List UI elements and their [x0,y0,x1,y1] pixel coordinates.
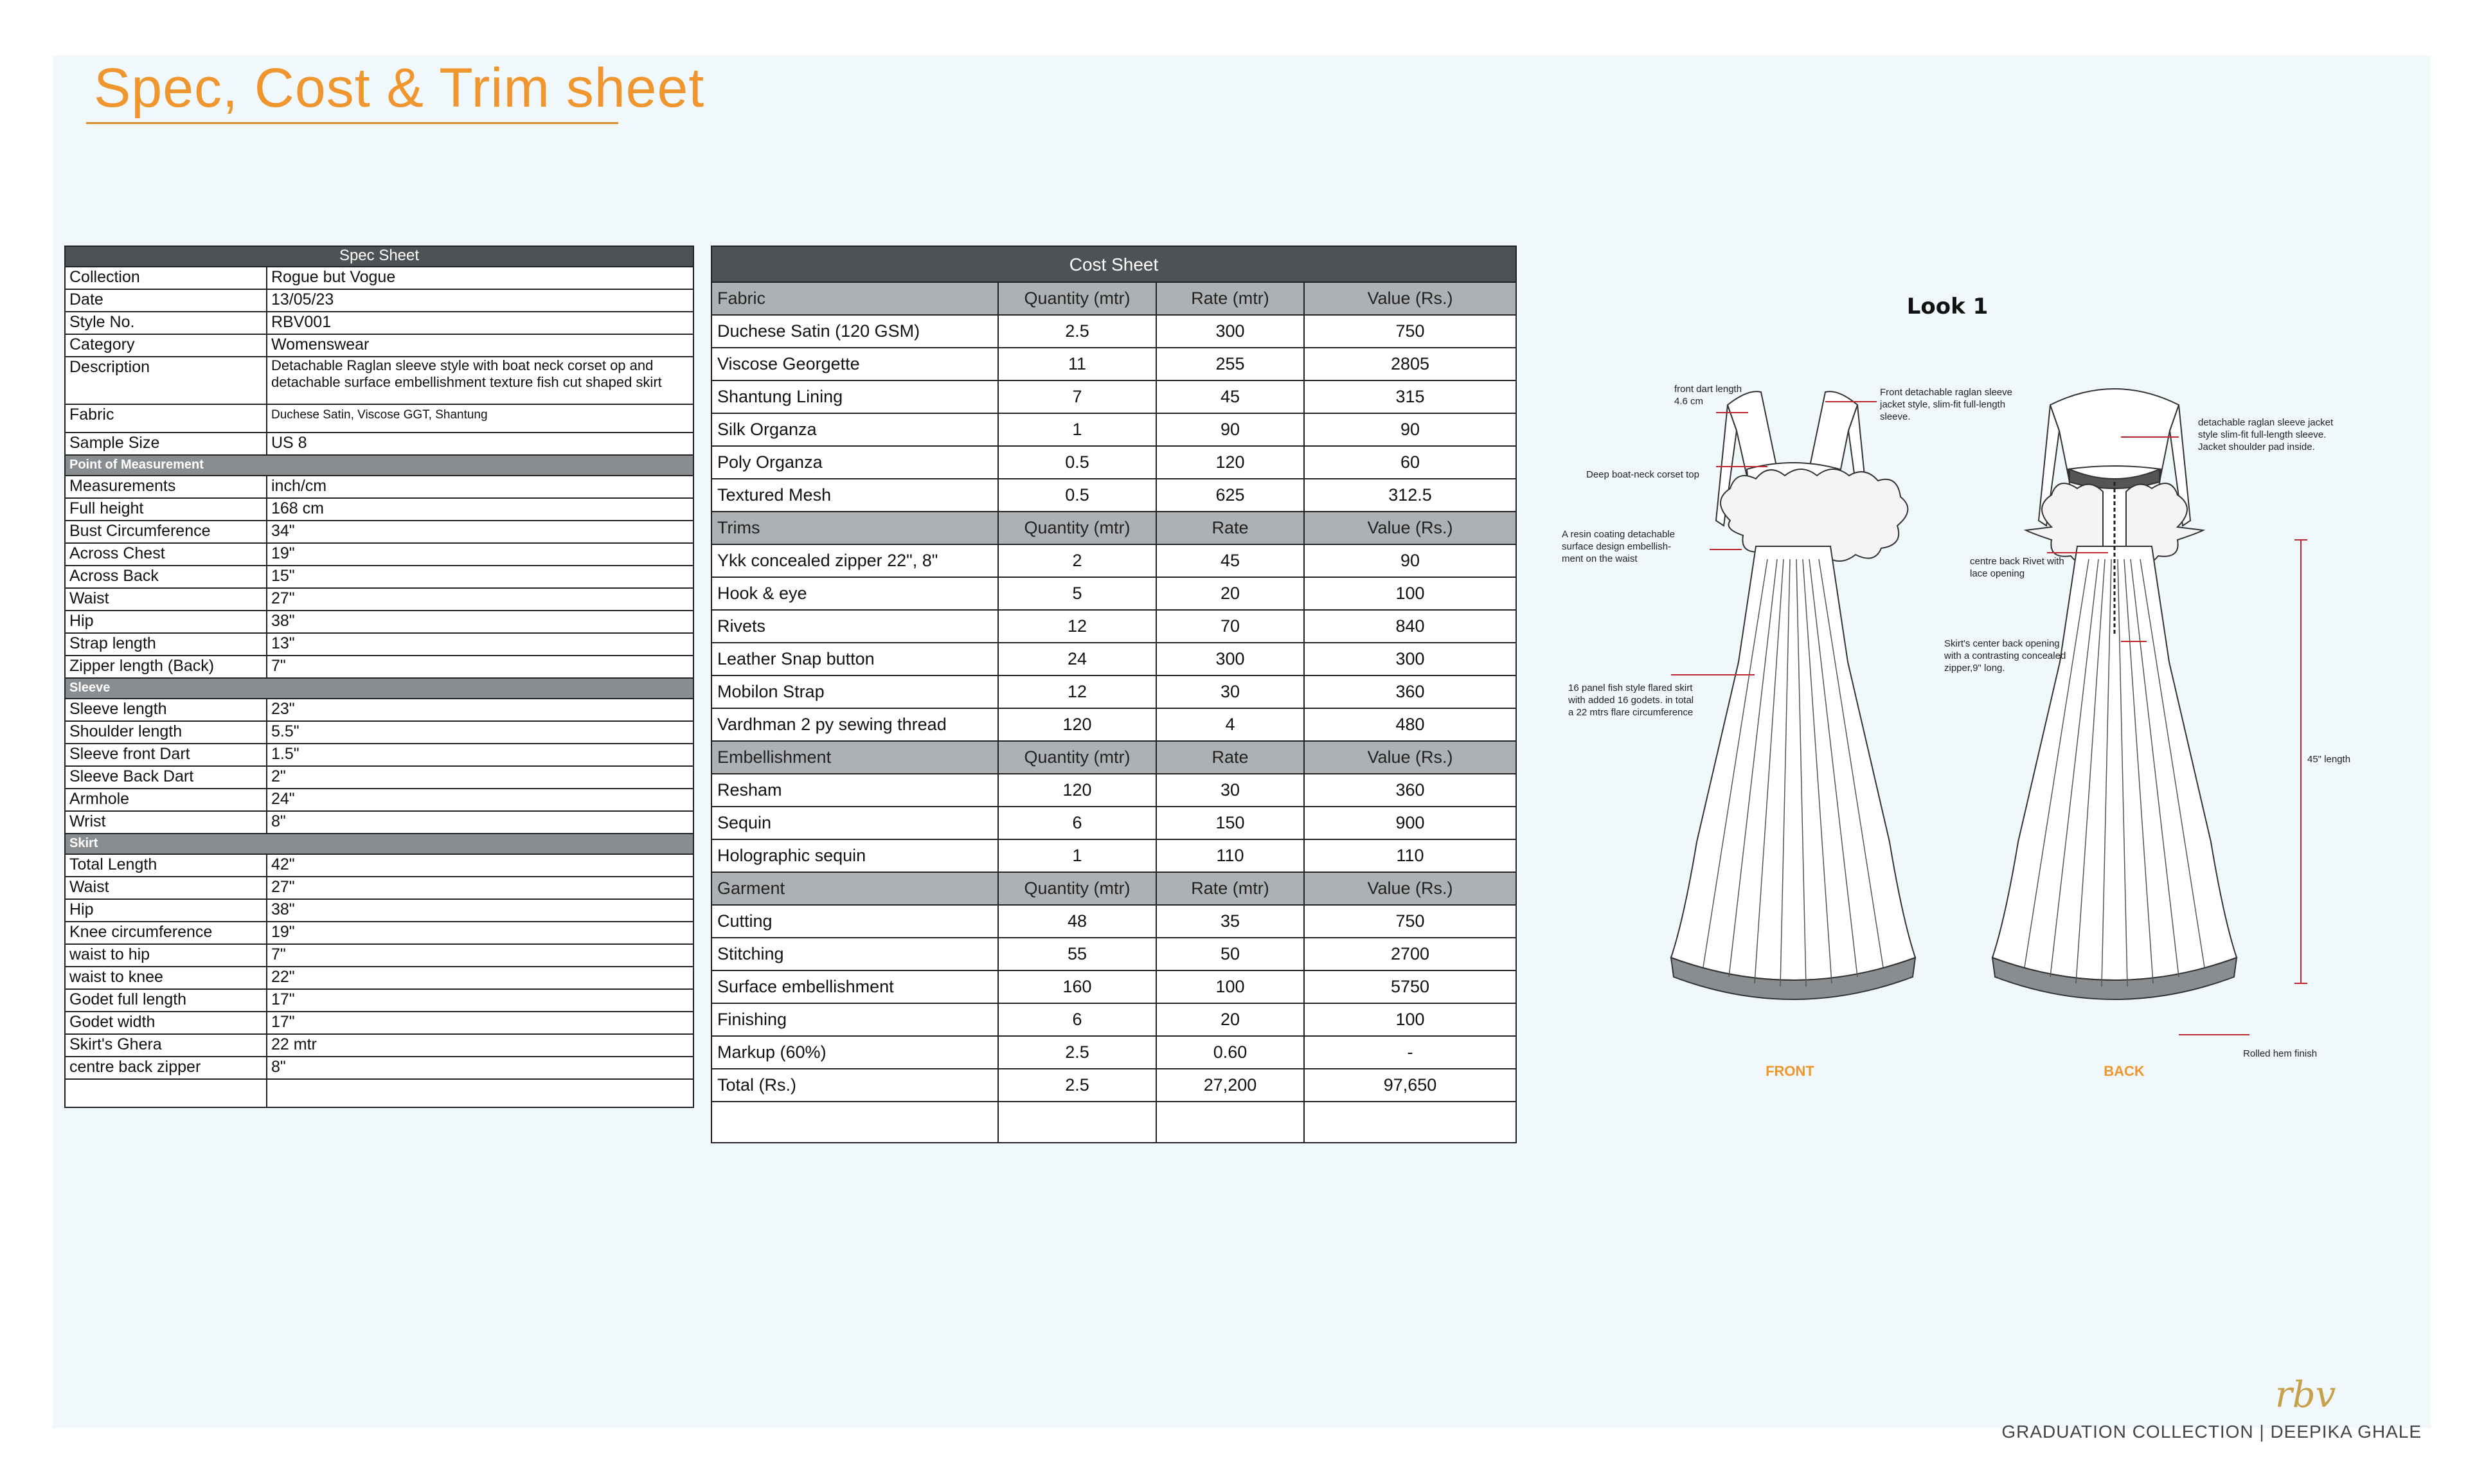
spec-value: Detachable Raglan sleeve style with boat neck corset op and detachable surface embellishment texture fish cut shaped skirt [267,357,693,404]
spec-value: 23" [267,699,693,721]
cost-value: 360 [1304,774,1516,807]
cost-item: Markup (60%) [711,1036,998,1069]
spec-value: RBV001 [267,312,693,334]
cost-column-header: Value (Rs.) [1304,512,1516,544]
spec-row [65,811,693,834]
cost-row [711,1036,1516,1069]
front-dress-drawing [1671,391,1915,999]
cost-row [711,905,1516,938]
cost-value: 300 [1304,643,1516,675]
cost-row [711,839,1516,872]
spec-row [65,588,693,611]
rbv-logo: rbv [2275,1374,2336,1416]
spec-row [65,498,693,521]
cost-section-row [711,282,1516,315]
spec-label: waist to hip [65,944,267,967]
cost-value: 90 [1304,544,1516,577]
spec-row [65,1057,693,1079]
spec-value: 17" [267,989,693,1012]
cost-item: Total (Rs.) [711,1069,998,1102]
spec-label: Date [65,289,267,312]
cost-column-header: Rate (mtr) [1156,282,1304,315]
cost-item: Leather Snap button [711,643,998,675]
spec-row [65,566,693,588]
spec-label: Bust Circumference [65,521,267,543]
cost-qty: 7 [998,380,1156,413]
cost-qty: 120 [998,708,1156,741]
cost-column-header: Rate [1156,512,1304,544]
title-underline [86,122,618,124]
cost-item: Holographic sequin [711,839,998,872]
spec-row [65,877,693,899]
spec-label: Sleeve Back Dart [65,766,267,789]
spec-label: Wrist [65,811,267,834]
cost-rate: 0.60 [1156,1036,1304,1069]
annotation-resin: ment on the waist [1562,553,1638,564]
cost-rate: 4 [1156,708,1304,741]
cost-rate: 120 [1156,446,1304,479]
spec-label: waist to knee [65,967,267,989]
spec-section-row [65,834,693,854]
spec-value: 8" [267,1057,693,1079]
cost-rate: 150 [1156,807,1304,839]
cost-rate: 300 [1156,643,1304,675]
spec-value: Womenswear [267,334,693,357]
front-label: FRONT [1766,1063,1814,1079]
cost-row [711,315,1516,348]
cost-row [711,970,1516,1003]
annotation-rivet: lace opening [1970,568,2025,579]
cost-row [711,774,1516,807]
spec-value: Duchese Satin, Viscose GGT, Shantung [267,404,693,433]
blank-cell [1304,1102,1516,1143]
annotation-back-opening: with a contrasting concealed [1944,650,2066,661]
cost-row [711,446,1516,479]
annotation-front-sleeve: jacket style, slim-fit full-length [1880,399,2006,410]
spec-value: 2" [267,766,693,789]
cost-item: Stitching [711,938,998,970]
spec-value: 19" [267,543,693,566]
spec-info-row [65,357,693,404]
cost-qty: 12 [998,610,1156,643]
cost-row [711,479,1516,512]
cost-row [711,675,1516,708]
back-label: BACK [2104,1063,2145,1079]
annotation-back-sleeve: detachable raglan sleeve jacket [2198,417,2334,428]
cost-column-header: Quantity (mtr) [998,512,1156,544]
spec-label: Godet width [65,1012,267,1034]
spec-header-row [65,246,693,267]
cost-item: Sequin [711,807,998,839]
cost-column-header: Value (Rs.) [1304,741,1516,774]
cost-qty: 2 [998,544,1156,577]
cost-section-row [711,741,1516,774]
spec-label: Full height [65,498,267,521]
spec-info-row [65,433,693,455]
spec-info-row [65,312,693,334]
cost-value: 5750 [1304,970,1516,1003]
cost-section-row [711,872,1516,905]
cost-value: 100 [1304,577,1516,610]
spec-value: US 8 [267,433,693,455]
spec-info-row [65,404,693,433]
spec-section-title: Skirt [65,834,693,854]
blank-cell [998,1102,1156,1143]
annotation-resin: A resin coating detachable [1562,529,1675,540]
annotation-panel-skirt: a 22 mtrs flare circumference [1568,707,1694,718]
cost-value: 100 [1304,1003,1516,1036]
cost-row [711,1003,1516,1036]
cost-item: Surface embellishment [711,970,998,1003]
cost-value: 312.5 [1304,479,1516,512]
cost-qty: 1 [998,839,1156,872]
cost-section-title: Trims [711,512,998,544]
cost-rate: 300 [1156,315,1304,348]
cost-rate: 625 [1156,479,1304,512]
cost-item: Resham [711,774,998,807]
spec-label: Hip [65,899,267,922]
spec-value: 1.5" [267,744,693,766]
spec-row [65,766,693,789]
cost-row [711,938,1516,970]
cost-row [711,348,1516,380]
cost-value: 900 [1304,807,1516,839]
blank-cell [711,1102,998,1143]
spec-value: 19" [267,922,693,944]
cost-row [711,1069,1516,1102]
annotation-panel-skirt: 16 panel fish style flared skirt [1568,683,1693,693]
spec-value: 38" [267,899,693,922]
cost-column-header: Value (Rs.) [1304,282,1516,315]
spec-value: 7" [267,944,693,967]
spec-label: Sample Size [65,433,267,455]
cost-row [711,610,1516,643]
cost-column-header: Quantity (mtr) [998,741,1156,774]
spec-label: Across Chest [65,543,267,566]
cost-value: 2700 [1304,938,1516,970]
spec-value: 38" [267,611,693,633]
annotation-front-dart: front dart length [1674,384,1742,395]
cost-item: Cutting [711,905,998,938]
cost-section-title: Fabric [711,282,998,315]
spec-row [65,899,693,922]
spec-value: 7" [267,656,693,678]
cost-header-row [711,246,1516,282]
annotation-back-sleeve: style slim-fit full-length sleeve. [2198,429,2327,440]
annotation-length: 45" length [2307,754,2351,765]
cost-value: 97,650 [1304,1069,1516,1102]
annotation-panel-skirt: with added 16 godets. in total [1568,695,1694,706]
spec-value: 22" [267,967,693,989]
spec-value: 168 cm [267,498,693,521]
spec-value: 27" [267,877,693,899]
back-dress-drawing [1992,389,2237,999]
cost-row [711,544,1516,577]
cost-item: Rivets [711,610,998,643]
cost-qty: 0.5 [998,446,1156,479]
dress-illustration [1555,276,2378,1105]
spec-value: 27" [267,588,693,611]
cost-row [711,380,1516,413]
cost-column-header: Rate (mtr) [1156,872,1304,905]
cost-qty: 5 [998,577,1156,610]
spec-header: Spec Sheet [65,246,693,267]
spec-value: 13" [267,633,693,656]
cost-row [711,807,1516,839]
spec-label: Zipper length (Back) [65,656,267,678]
cost-rate: 110 [1156,839,1304,872]
spec-section-row [65,455,693,476]
cost-value: 750 [1304,905,1516,938]
spec-label: Sleeve length [65,699,267,721]
spec-label: Sleeve front Dart [65,744,267,766]
annotation-front-sleeve: Front detachable raglan sleeve [1880,387,2012,398]
cost-rate: 70 [1156,610,1304,643]
cost-item: Ykk concealed zipper 22", 8" [711,544,998,577]
cost-qty: 24 [998,643,1156,675]
spec-label: Hip [65,611,267,633]
cost-item: Hook & eye [711,577,998,610]
cost-qty: 6 [998,807,1156,839]
cost-rate: 90 [1156,413,1304,446]
spec-sheet-table [64,246,694,1108]
spec-row [65,967,693,989]
spec-value: 24" [267,789,693,811]
cost-column-header: Quantity (mtr) [998,282,1156,315]
cost-item: Shantung Lining [711,380,998,413]
cost-row [711,708,1516,741]
spec-row [65,656,693,678]
cost-rate: 255 [1156,348,1304,380]
look-title: Look 1 [1906,294,1989,319]
cost-column-header: Quantity (mtr) [998,872,1156,905]
spec-row [65,1034,693,1057]
cost-rate: 45 [1156,544,1304,577]
annotation-back-opening: zipper,9" long. [1944,663,2005,674]
annotation-hem: Rolled hem finish [2243,1048,2318,1059]
cost-rate: 100 [1156,970,1304,1003]
cost-column-header: Value (Rs.) [1304,872,1516,905]
spec-section-title: Point of Measurement [65,455,693,476]
cost-rate: 20 [1156,577,1304,610]
cost-rate: 45 [1156,380,1304,413]
spec-label: Description [65,357,267,404]
cost-blank-row [711,1102,1516,1143]
spec-label: Fabric [65,404,267,433]
cost-column-header: Rate [1156,741,1304,774]
cost-qty: 0.5 [998,479,1156,512]
spec-value: 8" [267,811,693,834]
spec-row [65,699,693,721]
cost-rate: 50 [1156,938,1304,970]
cost-item: Duchese Satin (120 GSM) [711,315,998,348]
annotation-resin: surface design embellish- [1562,541,1672,552]
cost-qty: 2.5 [998,1036,1156,1069]
cost-value: 60 [1304,446,1516,479]
spec-row [65,611,693,633]
spec-value: 22 mtr [267,1034,693,1057]
blank-cell [1156,1102,1304,1143]
cost-row [711,643,1516,675]
spec-value: 34" [267,521,693,543]
spec-value: 15" [267,566,693,588]
cost-item: Viscose Georgette [711,348,998,380]
cost-item: Finishing [711,1003,998,1036]
spec-value: inch/cm [267,476,693,498]
cost-qty: 55 [998,938,1156,970]
cost-value: 110 [1304,839,1516,872]
cost-qty: 1 [998,413,1156,446]
spec-label: Godet full length [65,989,267,1012]
spec-row [65,521,693,543]
spec-label: Waist [65,877,267,899]
spec-value: Rogue but Vogue [267,267,693,289]
spec-row [65,944,693,967]
cost-value: 840 [1304,610,1516,643]
spec-label: Skirt's Ghera [65,1034,267,1057]
spec-row [65,721,693,744]
blank-cell [267,1079,693,1107]
cost-value: - [1304,1036,1516,1069]
cost-item: Silk Organza [711,413,998,446]
spec-label: Armhole [65,789,267,811]
cost-section-title: Garment [711,872,998,905]
spec-row [65,922,693,944]
cost-row [711,413,1516,446]
spec-label: Knee circumference [65,922,267,944]
spec-value: 42" [267,854,693,877]
cost-qty: 6 [998,1003,1156,1036]
annotation-back-opening: Skirt's center back opening [1944,638,2060,649]
spec-label: Strap length [65,633,267,656]
cost-qty: 120 [998,774,1156,807]
spec-label: Shoulder length [65,721,267,744]
spec-row [65,543,693,566]
blank-cell [65,1079,267,1107]
spec-label: centre back zipper [65,1057,267,1079]
spec-value: 5.5" [267,721,693,744]
cost-item: Vardhman 2 py sewing thread [711,708,998,741]
spec-row [65,789,693,811]
annotation-boat-neck: Deep boat-neck corset top [1586,469,1699,480]
spec-label: Style No. [65,312,267,334]
cost-rate: 27,200 [1156,1069,1304,1102]
page-title: Spec, Cost & Trim sheet [94,57,705,119]
spec-label: Across Back [65,566,267,588]
cost-section-title: Embellishment [711,741,998,774]
spec-row [65,476,693,498]
spec-info-row [65,334,693,357]
cost-value: 315 [1304,380,1516,413]
cost-qty: 2.5 [998,315,1156,348]
cost-section-row [711,512,1516,544]
spec-blank-row [65,1079,693,1107]
cost-qty: 2.5 [998,1069,1156,1102]
spec-value: 13/05/23 [267,289,693,312]
annotation-rivet: centre back Rivet with [1970,556,2064,567]
cost-qty: 11 [998,348,1156,380]
cost-rate: 30 [1156,675,1304,708]
cost-sheet-table [711,246,1517,1143]
spec-label: Collection [65,267,267,289]
spec-label: Total Length [65,854,267,877]
annotation-front-sleeve: sleeve. [1880,411,1911,422]
spec-row [65,744,693,766]
cost-value: 90 [1304,413,1516,446]
annotation-back-sleeve: Jacket shoulder pad inside. [2198,442,2315,452]
annotation-front-dart: 4.6 cm [1674,396,1704,407]
cost-header: Cost Sheet [711,246,1516,282]
spec-row [65,989,693,1012]
cost-item: Mobilon Strap [711,675,998,708]
spec-row [65,854,693,877]
spec-row [65,633,693,656]
cost-qty: 48 [998,905,1156,938]
cost-value: 360 [1304,675,1516,708]
cost-row [711,577,1516,610]
footer-text: GRADUATION COLLECTION | DEEPIKA GHALE [2001,1422,2422,1442]
spec-label: Waist [65,588,267,611]
spec-info-row [65,289,693,312]
cost-value: 750 [1304,315,1516,348]
cost-rate: 20 [1156,1003,1304,1036]
cost-item: Poly Organza [711,446,998,479]
cost-item: Textured Mesh [711,479,998,512]
cost-rate: 30 [1156,774,1304,807]
cost-value: 2805 [1304,348,1516,380]
spec-value: 17" [267,1012,693,1034]
cost-qty: 12 [998,675,1156,708]
spec-section-row [65,678,693,699]
spec-section-title: Sleeve [65,678,693,699]
spec-info-row [65,267,693,289]
cost-qty: 160 [998,970,1156,1003]
spec-row [65,1012,693,1034]
cost-rate: 35 [1156,905,1304,938]
spec-label: Category [65,334,267,357]
cost-value: 480 [1304,708,1516,741]
spec-label: Measurements [65,476,267,498]
